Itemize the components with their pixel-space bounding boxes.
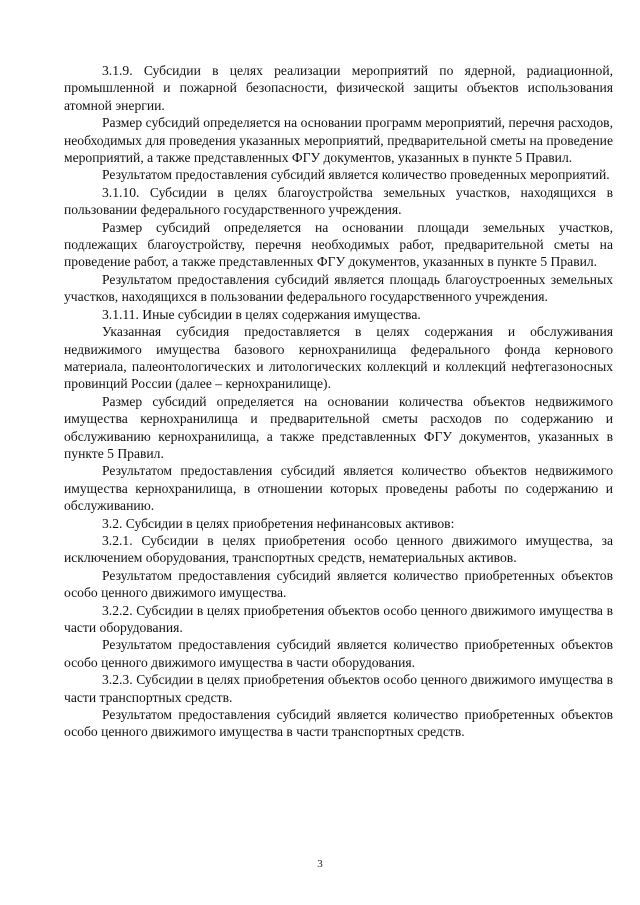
- paragraph: Размер субсидий определяется на основании площади земельных участков, подлежащих благоустройству, перечня необходимых работ, предварительной сметы на проведение работ, а также представленных ФГУ документов, указанных в пункте 5 Правил.: [64, 219, 613, 270]
- paragraph: 3.2. Субсидии в целях приобретения нефинансовых активов:: [102, 515, 455, 531]
- paragraph: Результатом предоставления субсидий является количество приобретенных объектов особо ценного движимого имущества в части транспортных средств.: [64, 707, 613, 740]
- paragraph: 3.2.1. Субсидии в целях приобретения особо ценного движимого имущества, за исключением оборудования, транспортных средств, нематериальных активов.: [64, 532, 613, 566]
- paragraph: 3.1.9. Субсидии в целях реализации мероприятий по ядерной, радиационной, промышленной и пожарной безопасности, физической защиты объектов использования атомной энергии.: [64, 63, 613, 113]
- paragraph: 3.1.11. Иные субсидии в целях содержания имущества.: [102, 306, 421, 322]
- paragraph: Результатом предоставления субсидий является количество проведенных мероприятий.: [102, 167, 610, 183]
- paragraph: Результатом предоставления субсидий является количество объектов недвижимого имущества кернохранилища, в отношении которых проведены работы по содержанию и обслуживанию.: [64, 463, 613, 514]
- paragraph: Указанная субсидия предоставляется в целях содержания и обслуживания недвижимого имущества базового кернохранилища федерального фонда кернового материала, палеонтологических и литологических коллекций и коллекций нефтегазоносных провинций России (далее – кернохранилище).: [64, 324, 613, 392]
- paragraph: 3.2.3. Субсидии в целях приобретения объектов особо ценного движимого имущества в части транспортных средств.: [64, 672, 613, 705]
- paragraph: 3.1.10. Субсидии в целях благоустройства земельных участков, находящихся в пользовании федерального государственного учреждения.: [64, 184, 613, 218]
- paragraph: Результатом предоставления субсидий является количество приобретенных объектов особо ценного движимого имущества в части оборудования.: [64, 637, 613, 670]
- paragraph: Результатом предоставления субсидий является площадь благоустроенных земельных участков, находящихся в пользовании федерального государственного учреждения.: [64, 271, 613, 305]
- paragraph: Размер субсидий определяется на основании программ мероприятий, перечня расходов, необходимых для проведения указанных мероприятий, предварительной сметы на проведение мероприятий, а также представленных ФГУ документов, указанных в пункте 5 Правил.: [64, 115, 613, 166]
- document-body: [64, 62, 613, 741]
- paragraph: Размер субсидий определяется на основании количества объектов недвижимого имущества кернохранилища и предварительной сметы расходов по содержанию и обслуживанию кернохранилища, а также представленных ФГУ документов, указанных в пункте 5 Правил.: [64, 393, 613, 461]
- paragraph: 3.2.2. Субсидии в целях приобретения объектов особо ценного движимого имущества в части оборудования.: [64, 602, 613, 635]
- page-number: 3: [317, 858, 323, 870]
- paragraph: Результатом предоставления субсидий является количество приобретенных объектов особо ценного движимого имущества.: [64, 567, 613, 601]
